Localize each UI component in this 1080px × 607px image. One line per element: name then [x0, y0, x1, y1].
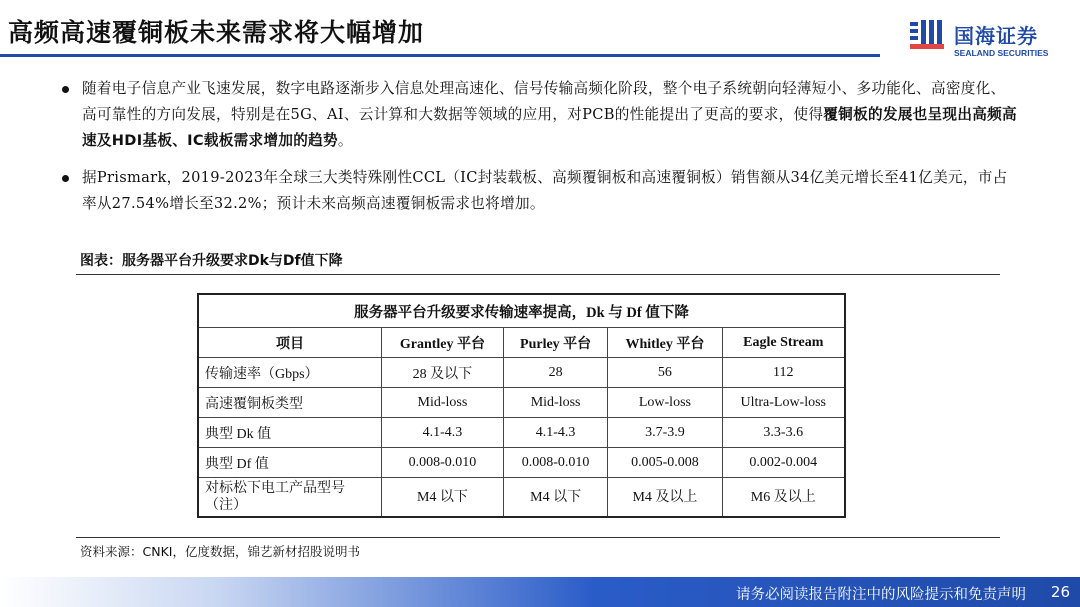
bullet-item-2 [60, 165, 1020, 217]
company-logo [908, 18, 1068, 62]
figure-top-rule [76, 274, 1000, 275]
table-header-cell: 项目 [198, 328, 382, 358]
table-row [198, 448, 845, 478]
disclaimer-link[interactable]: 请务必阅读报告附注中的风险提示和免责声明 [736, 587, 1026, 603]
logo-english-name: SEALAND SECURITIES [954, 48, 1049, 58]
source-note: 资料来源：CNKI，亿度数据，锦艺新材招股说明书 [80, 544, 360, 559]
table-cell: 0.002-0.004 [722, 448, 845, 478]
table-cell: Low-loss [608, 388, 722, 418]
table-cell: 传输速率（Gbps） [198, 358, 382, 388]
table-cell: 典型 Df 值 [198, 448, 382, 478]
bullet-list [60, 76, 1020, 217]
table-cell: Mid-loss [382, 388, 504, 418]
bullet-item-1 [60, 76, 1020, 154]
table-cell: Mid-loss [503, 388, 607, 418]
table-cell: 高速覆铜板类型 [198, 388, 382, 418]
bullet-1-highlight: 覆铜板的发展也呈现出高频高速及HDI基板、IC载板需求增加的趋势 [82, 106, 1017, 149]
table-header-row [198, 328, 845, 358]
table-cell: 4.1-4.3 [382, 418, 504, 448]
page-number: 26 [1050, 583, 1070, 601]
footer-bar [0, 577, 1080, 607]
header-divider [0, 54, 880, 57]
table-cell: 典型 Dk 值 [198, 418, 382, 448]
table-cell: 对标松下电工产品型号（注） [198, 478, 382, 518]
table-cell: 0.005-0.008 [608, 448, 722, 478]
table-row [198, 358, 845, 388]
table-cell: 3.7-3.9 [608, 418, 722, 448]
table-cell: 112 [722, 358, 845, 388]
table-cell: 56 [608, 358, 722, 388]
table-cell: 28 [503, 358, 607, 388]
table-cell: M4 及以上 [608, 478, 722, 518]
table-row [198, 418, 845, 448]
table-cell: M4 以下 [503, 478, 607, 518]
table-cell: Ultra-Low-loss [722, 388, 845, 418]
table-cell: M6 及以上 [722, 478, 845, 518]
table-header-cell: Whitley 平台 [608, 328, 722, 358]
table-cell: 0.008-0.010 [382, 448, 504, 478]
logo-chinese-name: 国海证券 [954, 24, 1038, 48]
table-cell: 28 及以下 [382, 358, 504, 388]
bullet-dot [62, 175, 69, 182]
table-cell: 3.3-3.6 [722, 418, 845, 448]
slide-header [0, 0, 1080, 60]
table-cell: 4.1-4.3 [503, 418, 607, 448]
bullet-2-text: 据Prismark，2019-2023年全球三大类特殊刚性CCL（IC封装载板、高频覆铜板和高速覆铜板）销售额从34亿美元增长至41亿美元，市占率从27.54%增长至32.2%；预计未来高频高速覆铜板需求也将增加。 [82, 169, 1008, 212]
table-row [198, 388, 845, 418]
server-platform-table [197, 293, 846, 518]
table-header-cell: Eagle Stream [722, 328, 845, 358]
bullet-dot [62, 86, 69, 93]
table-title: 服务器平台升级要求传输速率提高，Dk 与 Df 值下降 [198, 294, 845, 328]
table-row [198, 478, 845, 518]
bullet-1-end: 。 [337, 132, 353, 149]
figure-caption: 图表：服务器平台升级要求Dk与Df值下降 [80, 253, 343, 269]
bullet-1-text: 随着电子信息产业飞速发展，数字电路逐渐步入信息处理高速化、信号传输高频化阶段，整个电子系统朝向轻薄短小、多功能化、高密度化、高可靠性的方向发展，特别是在5G、AI、云计算和大数据等领域的应用，对PCB的性能提出了更高的要求，使得 [82, 80, 1006, 123]
table-header-cell: Grantley 平台 [382, 328, 504, 358]
figure-bottom-rule [76, 537, 1000, 538]
slide-title: 高频高速覆铜板未来需求将大幅增加 [8, 18, 425, 47]
logo-mark-icon [908, 18, 948, 52]
table-header-cell: Purley 平台 [503, 328, 607, 358]
table-cell: 0.008-0.010 [503, 448, 607, 478]
table-cell: M4 以下 [382, 478, 504, 518]
